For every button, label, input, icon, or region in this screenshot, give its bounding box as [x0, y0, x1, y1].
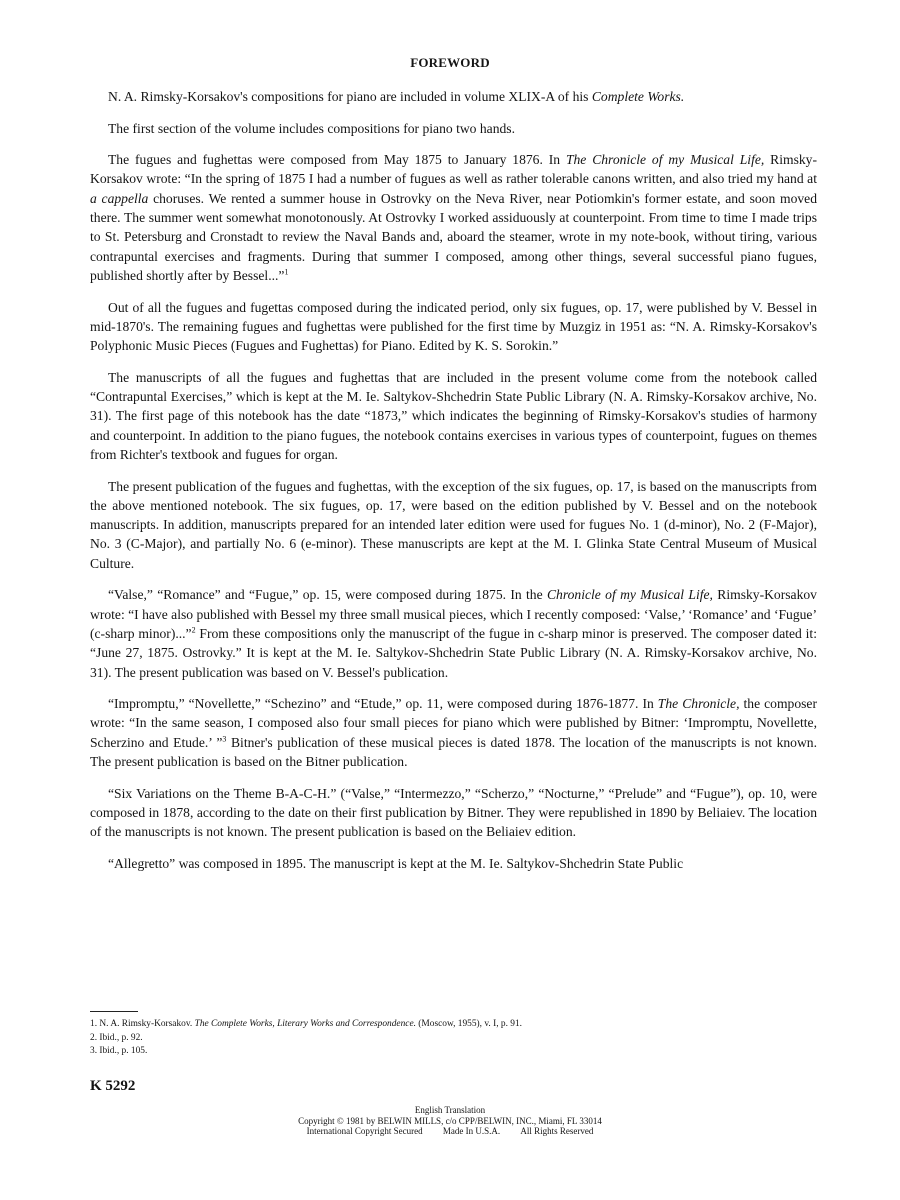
copyright-made-in: Made In U.S.A.	[442, 1126, 501, 1137]
footnote-2: 2. Ibid., p. 92.	[90, 1032, 143, 1043]
foreword-body	[90, 87, 817, 873]
paragraph-8-text-c: the composer wrote: “In the same season, I composed also four small pieces for piano which were published by Bitner: ‘Impromptu, Novellette, Scherzino and Etude.’ ”	[90, 696, 817, 750]
paragraph-5: The manuscripts of all the fugues and fughettas that are included in the present volume come from the notebook called “Contrapuntal Exercises,” which is kept at the M. Ie. Saltykov-Shchedrin State Public Library (N. A. Rimsky-Korsakov archive, No. 31). The first page of this notebook has the date “1873,” which indicates the beginning of Rimsky-Korsakov's studies of harmony and counterpoint. In addition to the piano fugues, the notebook contains exercises in various types of counterpoint, fugues on themes from Richter's textbook and fugues for organ.	[90, 369, 817, 462]
catalog-number: K 5292	[90, 1078, 136, 1094]
paragraph-6: The present publication of the fugues and fughettas, with the exception of the six fugues, op. 17, is based on the manuscripts from the above mentioned notebook. The six fugues, op. 17, were based on the edition published by V. Bessel and on the notebook manuscripts. In addition, manuscripts prepared for an intended later edition were used for fugues No. 1 (d-minor), No. 2 (F-Major), No. 3 (C-Major), and partially No. 6 (e-minor). These manuscripts are kept at the M. I. Glinka State Central Museum of Musical Culture.	[90, 478, 817, 571]
paragraph-8-text-a: “Impromptu,” “Novellette,” “Schezino” and “Etude,” op. 11, were composed during 1876-1877. In	[108, 696, 658, 712]
footnote-1	[90, 1018, 790, 1032]
copyright-notice	[0, 1105, 900, 1137]
footnote-marker-3: 3	[222, 734, 227, 744]
paragraph-2: The first section of the volume includes compositions for piano two hands.	[108, 120, 515, 136]
footnote-marker-2: 2	[191, 625, 196, 635]
paragraph-1-text: N. A. Rimsky-Korsakov's compositions for piano are included in volume XLIX-A of his	[108, 89, 592, 104]
paragraph-8-italic-b: The Chronicle,	[657, 696, 740, 712]
paragraph-7-text-a: “Valse,” “Romance” and “Fugue,” op. 15, were composed during 1875. In the	[108, 587, 547, 603]
copyright-line-2: Copyright © 1981 by BELWIN MILLS, c/o CPP/BELWIN, INC., Miami, FL 33014	[298, 1115, 602, 1126]
paragraph-7-italic-b: Chronicle of my Musical Life,	[546, 587, 713, 603]
copyright-line-1: English Translation	[414, 1105, 486, 1115]
footnotes	[90, 1018, 790, 1059]
footnote-1-text-a: 1. N. A. Rimsky-Korsakov.	[90, 1019, 195, 1029]
footnote-1-italic: The Complete Works, Literary Works and Correspondence.	[194, 1019, 416, 1029]
paragraph-3-italic-d: a cappella	[90, 190, 149, 206]
footnote-divider	[90, 1011, 138, 1012]
paragraph-10: “Allegretto” was composed in 1895. The manuscript is kept at the M. Ie. Saltykov-Shchedrin State Public	[108, 855, 684, 871]
paragraph-1	[90, 87, 817, 106]
paragraph-7-text-d: From these compositions only the manuscript of the fugue in c-sharp minor is preserved. The composer dated it: “June 27, 1875. Ostrovky.” It is kept at the M. Ie. Saltykov-Shchedrin State Public Library (N. A. Rimsky-Korsakov archive, No. 31). The present publication was based on V. Bessel's publication.	[90, 625, 817, 680]
paragraph-8	[90, 694, 817, 771]
footnote-3: 3. Ibid., p. 105.	[90, 1046, 148, 1056]
paragraph-4: Out of all the fugues and fugettas composed during the indicated period, only six fugues, op. 17, were published by V. Bessel in mid-1870's. The remaining fugues and fughettas were published for the first time by Muzgiz in 1951 as: “N. A. Rimsky-Korsakov's Polyphonic Music Pieces (Fugues and Fughettas) for Piano. Edited by K. S. Sorokin.”	[90, 299, 817, 354]
footnote-1-text-c: (Moscow, 1955), v. I, p. 91.	[415, 1019, 523, 1029]
footnote-marker-1: 1	[284, 267, 289, 277]
paragraph-3-italic-b: The Chronicle of my Musical Life,	[565, 152, 765, 168]
paragraph-3-text-c: Rimsky-Korsakov wrote: “In the spring of 1875 I had a number of fugues as well as rather tolerable canons written, and also tried my hand at	[90, 152, 817, 187]
paragraph-8-text-d: Bitner's publication of these musical pieces is dated 1878. The location of the manuscripts is not known. The present publication is based on the Bitner publication.	[90, 734, 817, 769]
paragraph-7-text-c: Rimsky-Korsakov wrote: “I have also published with Bessel my three small musical pieces, which I recently composed: ‘Valse,’ ‘Romance’ and ‘Fugue’ (c-sharp minor)...”	[90, 587, 817, 641]
paragraph-1-italic: Complete Works.	[591, 89, 685, 104]
paragraph-3-text-a: The fugues and fughettas were composed from May 1875 to January 1876. In	[108, 152, 566, 168]
copyright-secured: International Copyright Secured	[306, 1126, 423, 1137]
copyright-rights: All Rights Reserved	[520, 1126, 594, 1137]
page-title: FOREWORD	[410, 55, 490, 70]
copyright-line-3	[0, 1126, 900, 1137]
paragraph-3	[90, 150, 817, 285]
paragraph-9: “Six Variations on the Theme B-A-C-H.” (“Valse,” “Intermezzo,” “Scherzo,” “Nocturne,” “Prelude” and “Fugue”), op. 10, were composed in 1878, according to the date on their first publication by Bitner. They were republished in 1890 by Beliaiev. The location of the manuscripts is not known. The present publication is based on the Beliaiev edition.	[90, 785, 817, 840]
paragraph-3-text-e: choruses. We rented a summer house in Ostrovky on the Neva River, near Potiomkin's former estate, and soon moved there. The summer went somewhat monotonously. At Ostrovky I worked assiduously at counterpoint. From time to time I made trips to St. Petersburg and Cronstadt to review the Naval Bands and, aboard the steamer, wrote in my note-book, without tiring, various contrapuntal exercises and fragments. During that summer I composed, among other things, several successful piano fugues, published shortly after by Bessel...”	[90, 190, 817, 283]
paragraph-7	[90, 585, 817, 681]
